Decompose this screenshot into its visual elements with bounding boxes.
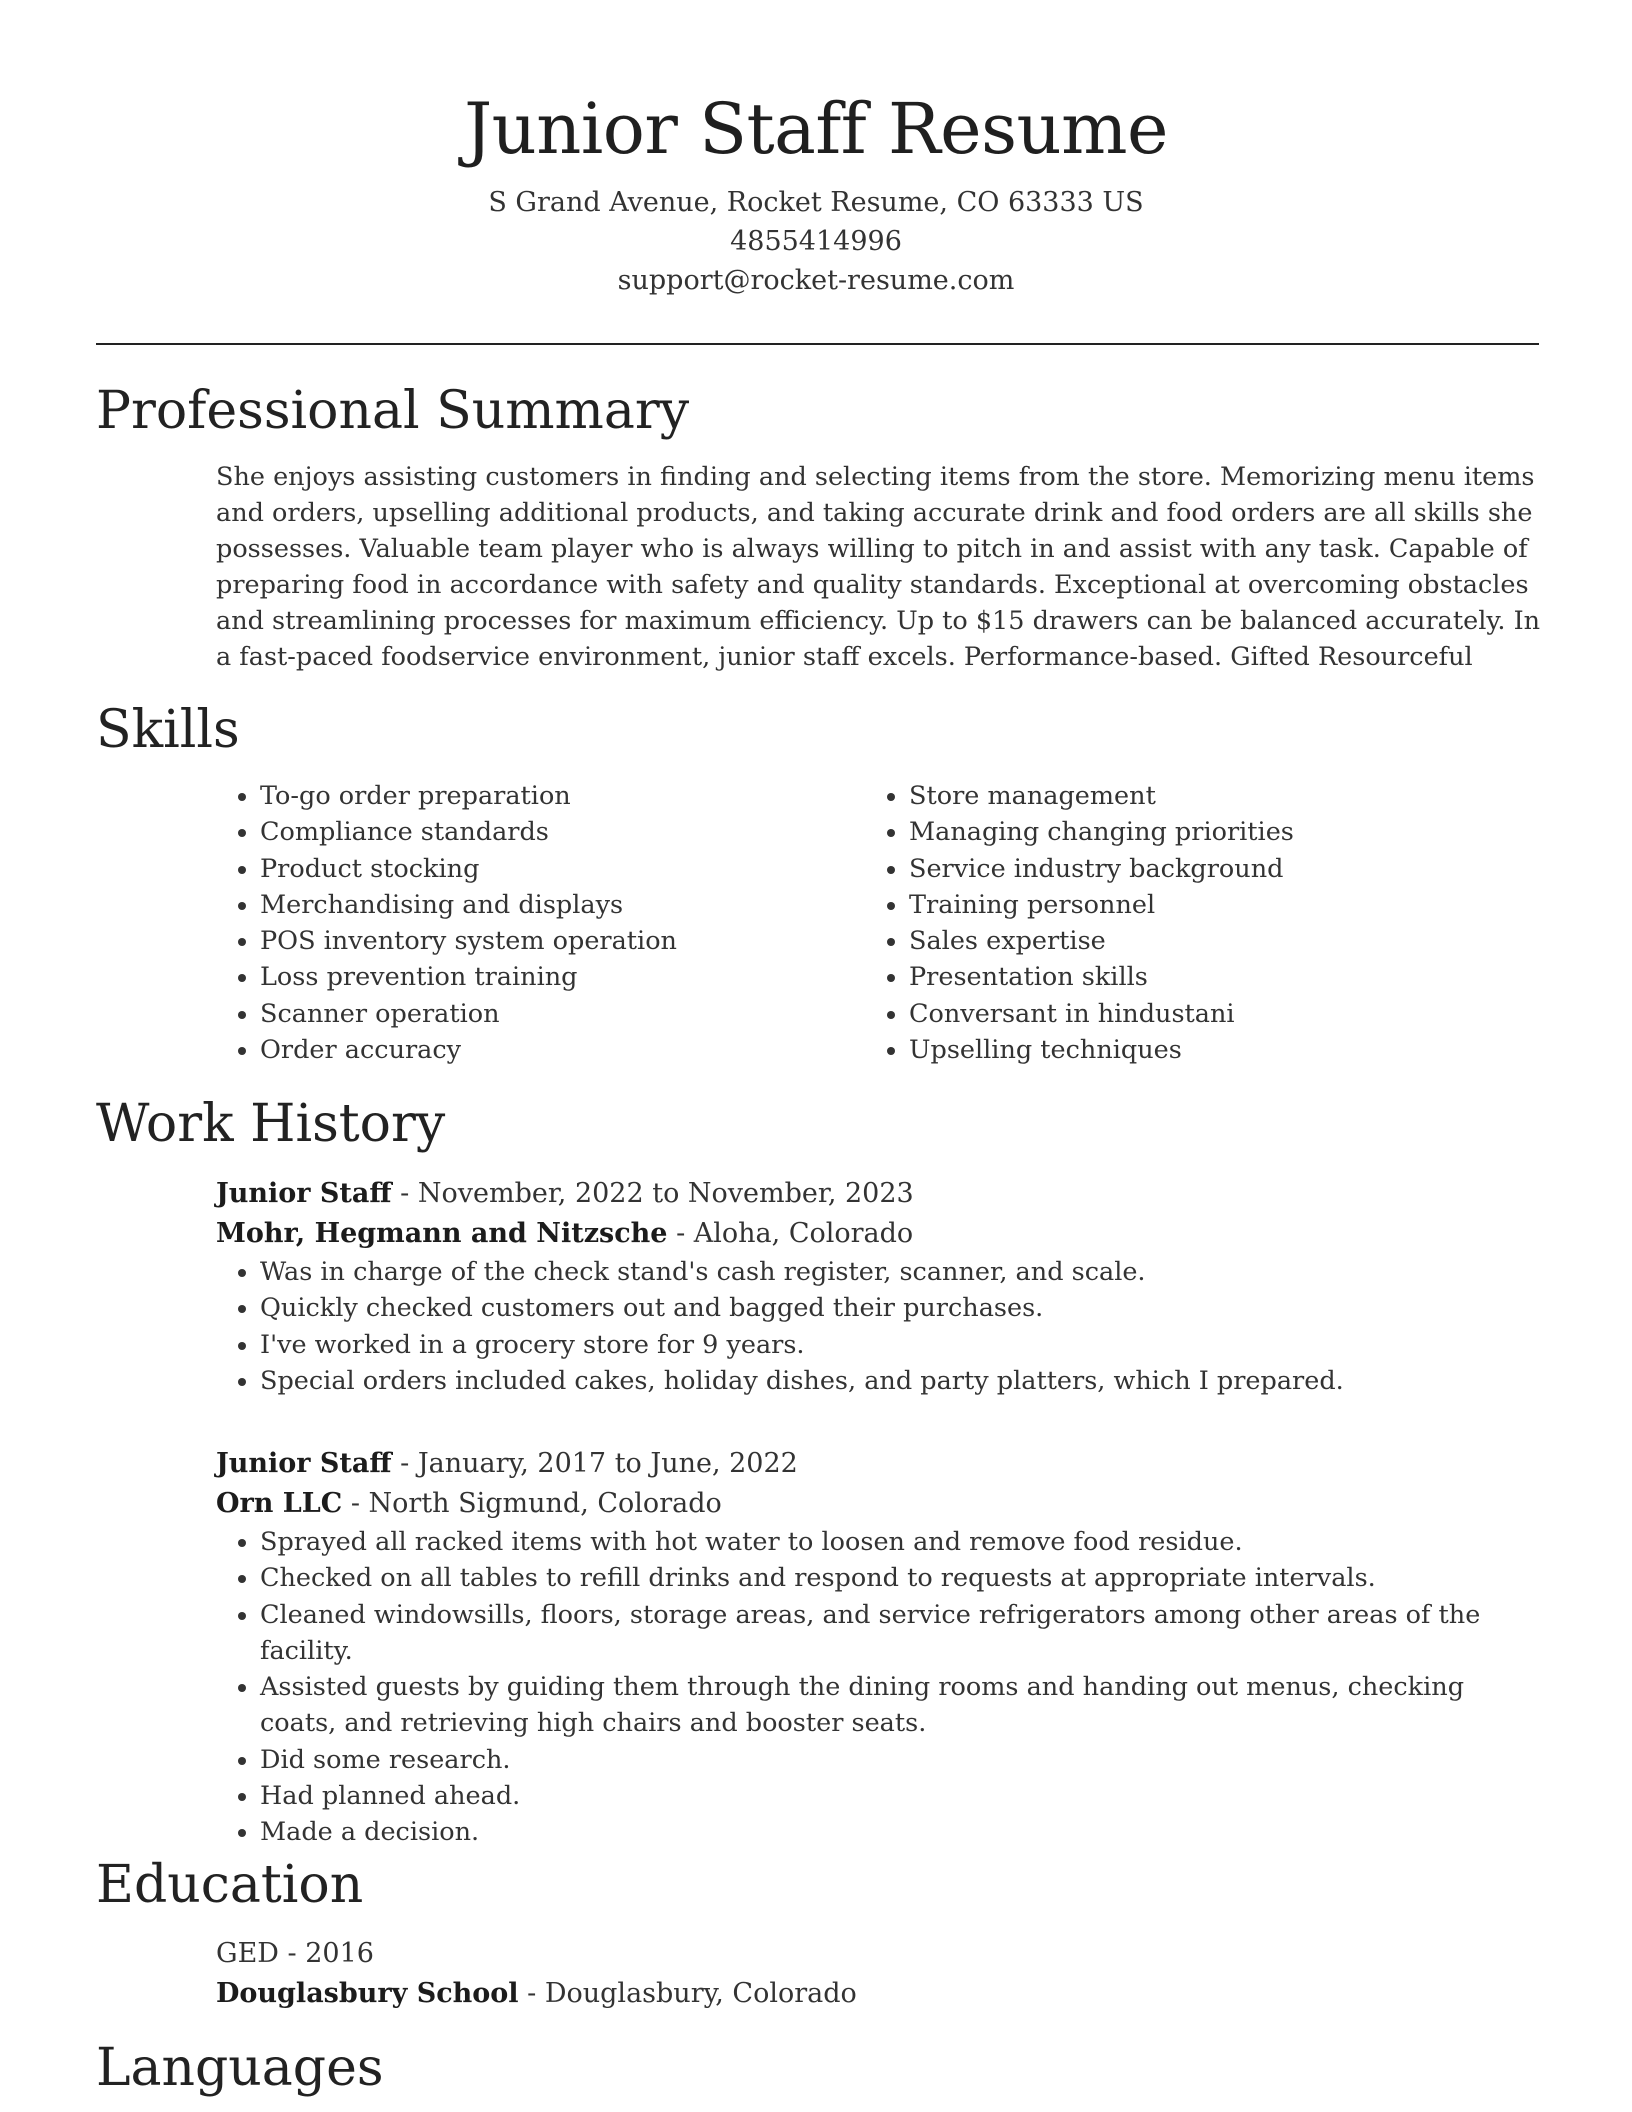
separator: - bbox=[518, 1978, 545, 2009]
degree: GED bbox=[216, 1938, 279, 1969]
job-location: Aloha, Colorado bbox=[693, 1218, 914, 1249]
job-title-line bbox=[216, 1174, 1546, 1214]
duty-item: • Made a decision. bbox=[260, 1814, 1546, 1850]
email: support@rocket-resume.com bbox=[617, 265, 1015, 296]
header-divider bbox=[96, 343, 1539, 345]
job-location: North Sigmund, Colorado bbox=[368, 1488, 722, 1519]
duty-item: • Quickly checked customers out and bagged their purchases. bbox=[260, 1290, 1546, 1326]
separator: - bbox=[278, 1938, 306, 1969]
separator: - bbox=[342, 1488, 369, 1519]
school-name: Douglasbury School bbox=[216, 1978, 519, 2009]
job-company: Orn LLC bbox=[216, 1488, 343, 1519]
skill-item: • Managing changing priorities bbox=[909, 814, 1465, 850]
graduation-year: 2016 bbox=[305, 1938, 374, 1969]
skill-item: • Order accuracy bbox=[260, 1032, 816, 1068]
separator: - bbox=[391, 1178, 418, 1209]
job-duties bbox=[216, 1254, 1546, 1399]
summary-text: She enjoys assisting customers in finding and selecting items from the store. Memorizing menu items and orders, upselling additional products, and taking accurate drink and food orders are all skills she possesses. Valuable team player who is always willing to pitch in and assist with any task. Capable of preparing food in accordance with safety and quality standards. Exceptional at overcoming obstacles and streamlining processes for maximum efficiency. Up to $15 drawers can be balanced accurately. In a fast-paced foodservice environment, junior staff excels. Performance-based. Gifted Resourceful bbox=[216, 462, 1541, 672]
duty-item: • Assisted guests by guiding them through the dining rooms and handing out menus, checking coats, and retrieving high chairs and booster seats. bbox=[260, 1669, 1546, 1742]
skills-column-left bbox=[216, 778, 816, 1068]
summary-heading: Professional Summary bbox=[96, 381, 690, 441]
duty-item: • Was in charge of the check stand's cash register, scanner, and scale. bbox=[260, 1254, 1546, 1290]
skill-item: • To-go order preparation bbox=[260, 778, 816, 814]
resume-header bbox=[0, 84, 1632, 300]
address: S Grand Avenue, Rocket Resume, CO 63333 US bbox=[488, 187, 1144, 218]
school-line bbox=[216, 1974, 1546, 2014]
degree-line bbox=[216, 1934, 1546, 1974]
skill-item: • Product stocking bbox=[260, 851, 816, 887]
contact-info bbox=[0, 183, 1632, 300]
skill-item: • Upselling techniques bbox=[909, 1032, 1465, 1068]
skill-item: • Service industry background bbox=[909, 851, 1465, 887]
education-entry bbox=[216, 1934, 1546, 2014]
skill-item: • Store management bbox=[909, 778, 1465, 814]
work-history-heading: Work History bbox=[96, 1094, 446, 1154]
job-company-line bbox=[216, 1484, 1546, 1524]
duty-item: • Sprayed all racked items with hot water to loosen and remove food residue. bbox=[260, 1524, 1546, 1560]
job-dates: November, 2022 to November, 2023 bbox=[417, 1178, 914, 1209]
duty-item: • Had planned ahead. bbox=[260, 1778, 1546, 1814]
languages-heading: Languages bbox=[96, 2038, 384, 2098]
duty-item: • Checked on all tables to refill drinks and respond to requests at appropriate intervals. bbox=[260, 1560, 1546, 1596]
skills-column-right bbox=[865, 778, 1465, 1068]
skills-heading: Skills bbox=[96, 700, 240, 760]
skill-item: • Merchandising and displays bbox=[260, 887, 816, 923]
resume-title: Junior Staff Resume bbox=[464, 88, 1168, 170]
education-heading: Education bbox=[96, 1855, 364, 1915]
separator: - bbox=[391, 1448, 418, 1479]
job-company: Mohr, Hegmann and Nitzsche bbox=[216, 1218, 668, 1249]
job-entry bbox=[216, 1174, 1546, 1399]
job-duties bbox=[216, 1524, 1546, 1851]
job-dates: January, 2017 to June, 2022 bbox=[417, 1448, 798, 1479]
job-entry bbox=[216, 1444, 1546, 1851]
skill-item: • POS inventory system operation bbox=[260, 923, 816, 959]
skill-item: • Presentation skills bbox=[909, 959, 1465, 995]
skills-list-left bbox=[216, 778, 816, 1068]
school-location: Douglasbury, Colorado bbox=[544, 1978, 857, 2009]
skill-item: • Compliance standards bbox=[260, 814, 816, 850]
separator: - bbox=[667, 1218, 694, 1249]
phone: 4855414996 bbox=[730, 226, 902, 257]
skill-item: • Training personnel bbox=[909, 887, 1465, 923]
job-role: Junior Staff bbox=[216, 1448, 392, 1479]
duty-item: • Did some research. bbox=[260, 1742, 1546, 1778]
duty-item: • I've worked in a grocery store for 9 years. bbox=[260, 1327, 1546, 1363]
skill-item: • Conversant in hindustani bbox=[909, 996, 1465, 1032]
skill-item: • Sales expertise bbox=[909, 923, 1465, 959]
skill-item: • Loss prevention training bbox=[260, 959, 816, 995]
skill-item: • Scanner operation bbox=[260, 996, 816, 1032]
job-title-line bbox=[216, 1444, 1546, 1484]
skills-list-right bbox=[865, 778, 1465, 1068]
duty-item: • Special orders included cakes, holiday dishes, and party platters, which I prepared. bbox=[260, 1363, 1546, 1399]
duty-item: • Cleaned windowsills, floors, storage areas, and service refrigerators among other areas of the facility. bbox=[260, 1597, 1546, 1670]
job-company-line bbox=[216, 1214, 1546, 1254]
job-role: Junior Staff bbox=[216, 1178, 392, 1209]
